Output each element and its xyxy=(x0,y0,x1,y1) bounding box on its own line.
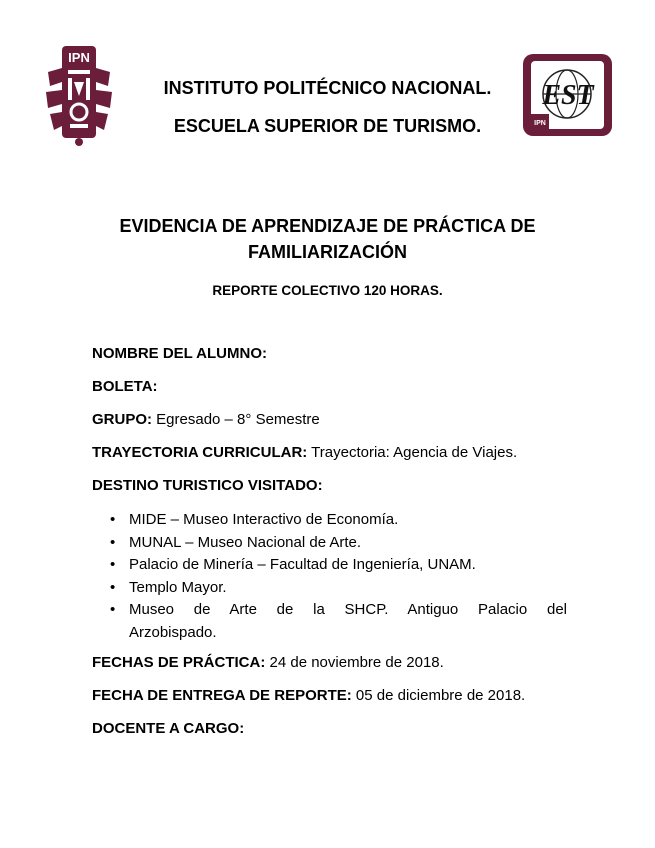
ipn-logo xyxy=(44,42,114,146)
boleta-label: BOLETA: xyxy=(92,378,158,395)
school-name: ESCUELA SUPERIOR DE TURISMO. xyxy=(173,116,482,136)
group-label: GRUPO: xyxy=(92,411,152,428)
student-name-field xyxy=(92,345,567,362)
curricular-track-field xyxy=(92,444,567,461)
delivery-date-field xyxy=(92,687,567,704)
document-title-line-2: FAMILIARIZACIÓN xyxy=(248,242,407,262)
institute-name: INSTITUTO POLITÉCNICO NACIONAL. xyxy=(163,78,492,98)
svg-text:IPN: IPN xyxy=(68,50,90,65)
practice-dates-field xyxy=(92,654,567,671)
teacher-label: DOCENTE A CARGO: xyxy=(92,720,245,737)
list-item: • MIDE – Museo Interactivo de Economía. xyxy=(92,509,567,532)
destination-list xyxy=(92,509,567,644)
teacher-field xyxy=(92,720,567,737)
destination-label: DESTINO TURISTICO VISITADO: xyxy=(92,477,323,494)
list-item: • Templo Mayor. xyxy=(92,577,567,600)
student-name-label: NOMBRE DEL ALUMNO: xyxy=(92,345,267,362)
delivery-date-label: FECHA DE ENTREGA DE REPORTE: xyxy=(92,687,352,704)
delivery-date-value: 05 de diciembre de 2018. xyxy=(351,687,526,704)
destination-field xyxy=(92,477,567,494)
practice-dates-value: 24 de noviembre de 2018. xyxy=(265,654,444,671)
practice-dates-label: FECHAS DE PRÁCTICA: xyxy=(92,654,266,671)
list-item-continuation: Arzobispado. xyxy=(129,623,217,641)
boleta-field xyxy=(92,378,567,395)
group-field xyxy=(92,411,567,428)
document-subtitle: REPORTE COLECTIVO 120 HORAS. xyxy=(212,283,443,298)
est-logo xyxy=(523,54,612,136)
curricular-track-value: Trayectoria: Agencia de Viajes. xyxy=(307,444,518,461)
document-title-line-1: EVIDENCIA DE APRENDIZAJE DE PRÁCTICA DE xyxy=(119,216,536,236)
list-item-text: • Museo de Arte de la SHCP. Antiguo Palacio del xyxy=(129,601,567,618)
document-title xyxy=(90,213,565,265)
list-item: • MUNAL – Museo Nacional de Arte. xyxy=(92,532,567,555)
group-value: Egresado – 8° Semestre xyxy=(152,411,320,428)
curricular-track-label: TRAYECTORIA CURRICULAR: xyxy=(92,444,308,461)
list-item: • Palacio de Minería – Facultad de Ingeniería, UNAM. xyxy=(92,554,567,577)
list-item xyxy=(92,599,567,644)
svg-text:EST: EST xyxy=(542,80,594,111)
svg-text:IPN: IPN xyxy=(534,120,546,127)
